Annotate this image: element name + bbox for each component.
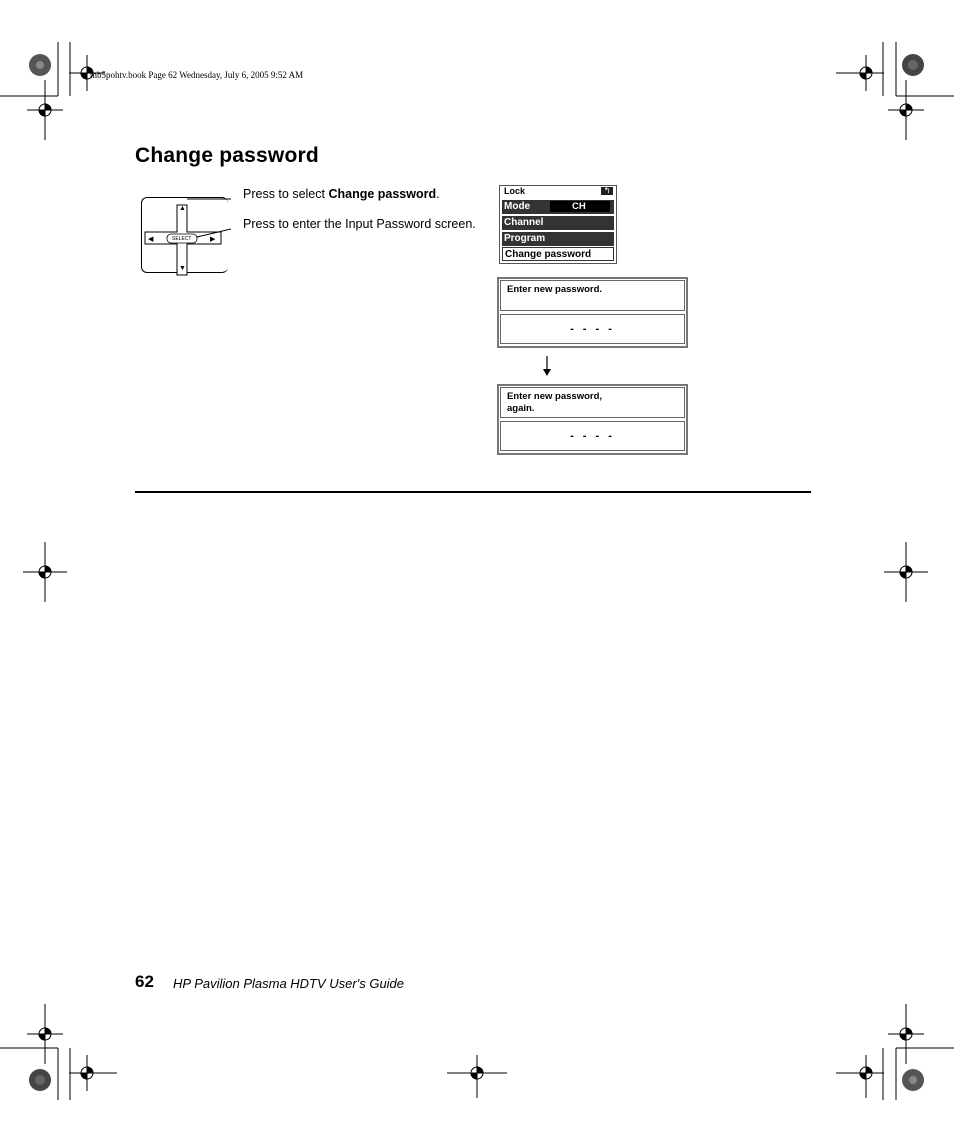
instruction-select-prefix: Press to select (243, 187, 329, 201)
instruction-select-suffix: . (436, 187, 440, 201)
menu-item-label: Mode (504, 201, 531, 212)
confirm-prompt-line1: Enter new password, (507, 391, 603, 402)
enter-password-screen (497, 277, 688, 348)
return-icon: ↰ (601, 187, 613, 195)
menu-item-channel[interactable]: Channel (502, 216, 614, 230)
section-title: Change password (135, 144, 319, 167)
down-arrow-icon: ▼ (179, 265, 186, 272)
instruction-enter: Press to enter the Input Password screen. (243, 217, 476, 231)
section-divider (135, 491, 811, 493)
enter-password-prompt: Enter new password. (500, 280, 685, 311)
right-arrow-icon: ▶ (210, 236, 216, 243)
lock-menu-title: Lock (504, 186, 526, 196)
down-arrow-connector-icon (541, 356, 553, 378)
confirm-password-prompt (500, 387, 685, 418)
menu-item-program[interactable]: Program (502, 232, 614, 246)
mode-value: CH (550, 201, 610, 212)
select-button-label: SELECT (172, 236, 192, 242)
lock-menu (499, 185, 617, 264)
up-arrow-icon: ▲ (179, 205, 186, 212)
confirm-password-input[interactable]: - - - - (500, 421, 685, 451)
page-number: 62 (135, 972, 154, 991)
menu-item-mode[interactable] (502, 200, 614, 214)
menu-item-change-password[interactable]: Change password (502, 247, 614, 261)
password-input[interactable]: - - - - (500, 314, 685, 344)
instruction-select-bold: Change password (328, 187, 437, 201)
confirm-prompt-line2: again. (507, 403, 535, 414)
file-info-header: mb5pohtv.book Page 62 Wednesday, July 6, 2005 9:52 AM (90, 70, 304, 80)
left-arrow-icon: ◀ (148, 236, 154, 243)
guide-title: HP Pavilion Plasma HDTV User's Guide (173, 976, 405, 991)
instruction-select (243, 187, 440, 201)
confirm-password-screen (497, 384, 688, 455)
